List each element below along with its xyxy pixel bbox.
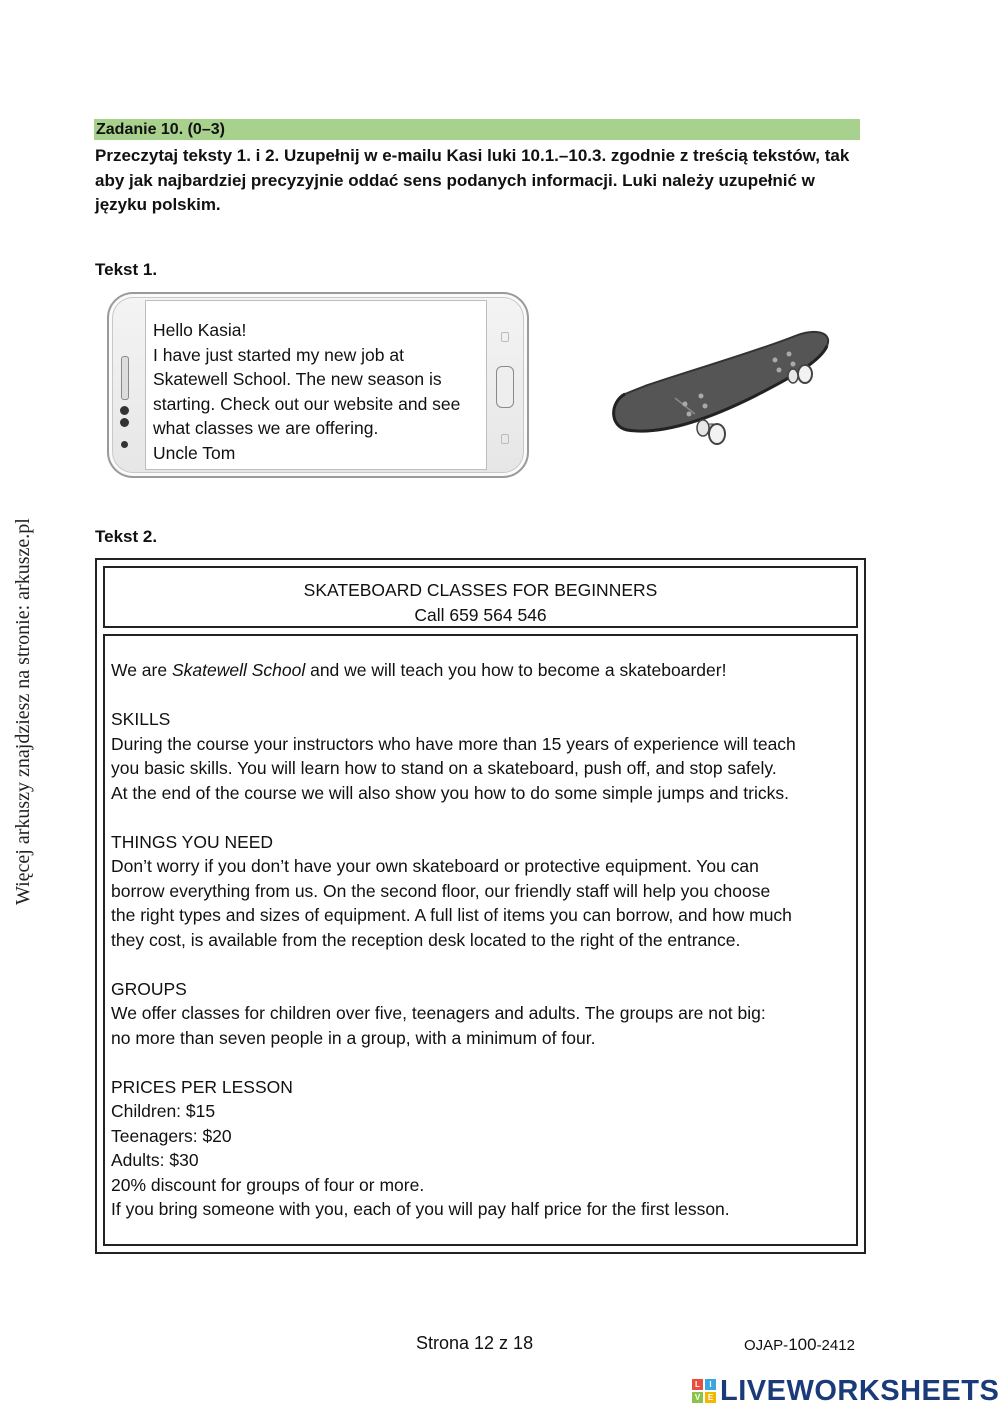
logo-text: LIVEWORKSHEETS — [720, 1374, 1000, 1407]
phone-back-icon — [501, 434, 509, 444]
section-groups: GROUPS We offer classes for children over five, teenagers and adults. The groups are not big: no more than seven people in a group, with a minimum of four. — [111, 977, 856, 1051]
phone-sensor-icon — [120, 418, 129, 427]
phone-illustration — [107, 292, 529, 478]
side-note-source: Więcej arkuszy znajdziesz na stronie: arkusze.pl — [12, 518, 34, 905]
section-heading: SKILLS — [111, 709, 171, 729]
section-heading: THINGS YOU NEED — [111, 831, 274, 852]
section-skills: SKILLS During the course your instructors who have more than 15 years of experience will teach you basic skills. You will learn how to stand on a skateboard, push off, and stop safely. At the end of the course we will also show you how to do some simple jumps and tricks. — [111, 707, 856, 805]
logo-cubes-icon: L I V E — [692, 1379, 716, 1403]
text1-label: Tekst 1. — [95, 260, 158, 279]
message-line: starting. Check out our website and see — [153, 393, 461, 414]
phone-menu-icon — [501, 332, 509, 342]
advert-body — [103, 634, 858, 1246]
task-instruction: Przeczytaj teksty 1. i 2. Uzupełnij w e-mailu Kasi luki 10.1.–10.3. zgodnie z treścią tekstów, tak aby jak najbardziej precyzyjnie oddać sens podanych informacji. Luki należy uzupełnić w języku polskim. — [95, 146, 850, 214]
message-line: Hello Kasia! — [153, 320, 247, 340]
skateboard-icon — [605, 322, 835, 454]
advert-phone: Call 659 564 546 — [414, 605, 547, 625]
advert-header — [103, 566, 858, 628]
section-heading: GROUPS — [111, 978, 187, 999]
advert-intro: We are Skatewell School and we will teach you how to become a skateboarder! — [111, 660, 727, 680]
task-header: Zadanie 10. (0–3) — [94, 119, 860, 140]
phone-speaker-icon — [121, 356, 129, 400]
section-heading: PRICES PER LESSON — [111, 1076, 293, 1097]
message-line: Uncle Tom — [153, 442, 236, 463]
phone-led-icon — [121, 441, 128, 448]
exam-code: OJAP-100-2412 — [744, 1335, 855, 1354]
section-prices: PRICES PER LESSON Children: $15 Teenagers: $20 Adults: $30 20% discount for groups of four or more. If you bring someone with you, each of you will pay half price for the first lesson. — [111, 1075, 856, 1222]
message-line: what classes we are offering. — [153, 418, 379, 438]
message-line: I have just started my new job at — [153, 344, 404, 365]
advert-title: SKATEBOARD CLASSES FOR BEGINNERS — [303, 580, 658, 600]
text2-label: Tekst 2. — [95, 527, 158, 546]
phone-home-button-icon — [496, 366, 514, 408]
message-line: Skatewell School. The new season is — [153, 369, 442, 389]
liveworksheets-logo[interactable] — [692, 1376, 999, 1406]
section-things-you-need: THINGS YOU NEED Don’t worry if you don’t have your own skateboard or protective equipment. You can borrow everything from us. On the second floor, our friendly staff will help you choose the right types and sizes of equipment. A full list of items you can borrow, and how much they cost, is available from the reception desk located to the right of the entrance. — [111, 830, 856, 953]
phone-message — [145, 300, 487, 470]
advert-box — [95, 558, 866, 1254]
phone-camera-icon — [120, 406, 129, 415]
page-number: Strona 12 z 18 — [416, 1333, 534, 1353]
